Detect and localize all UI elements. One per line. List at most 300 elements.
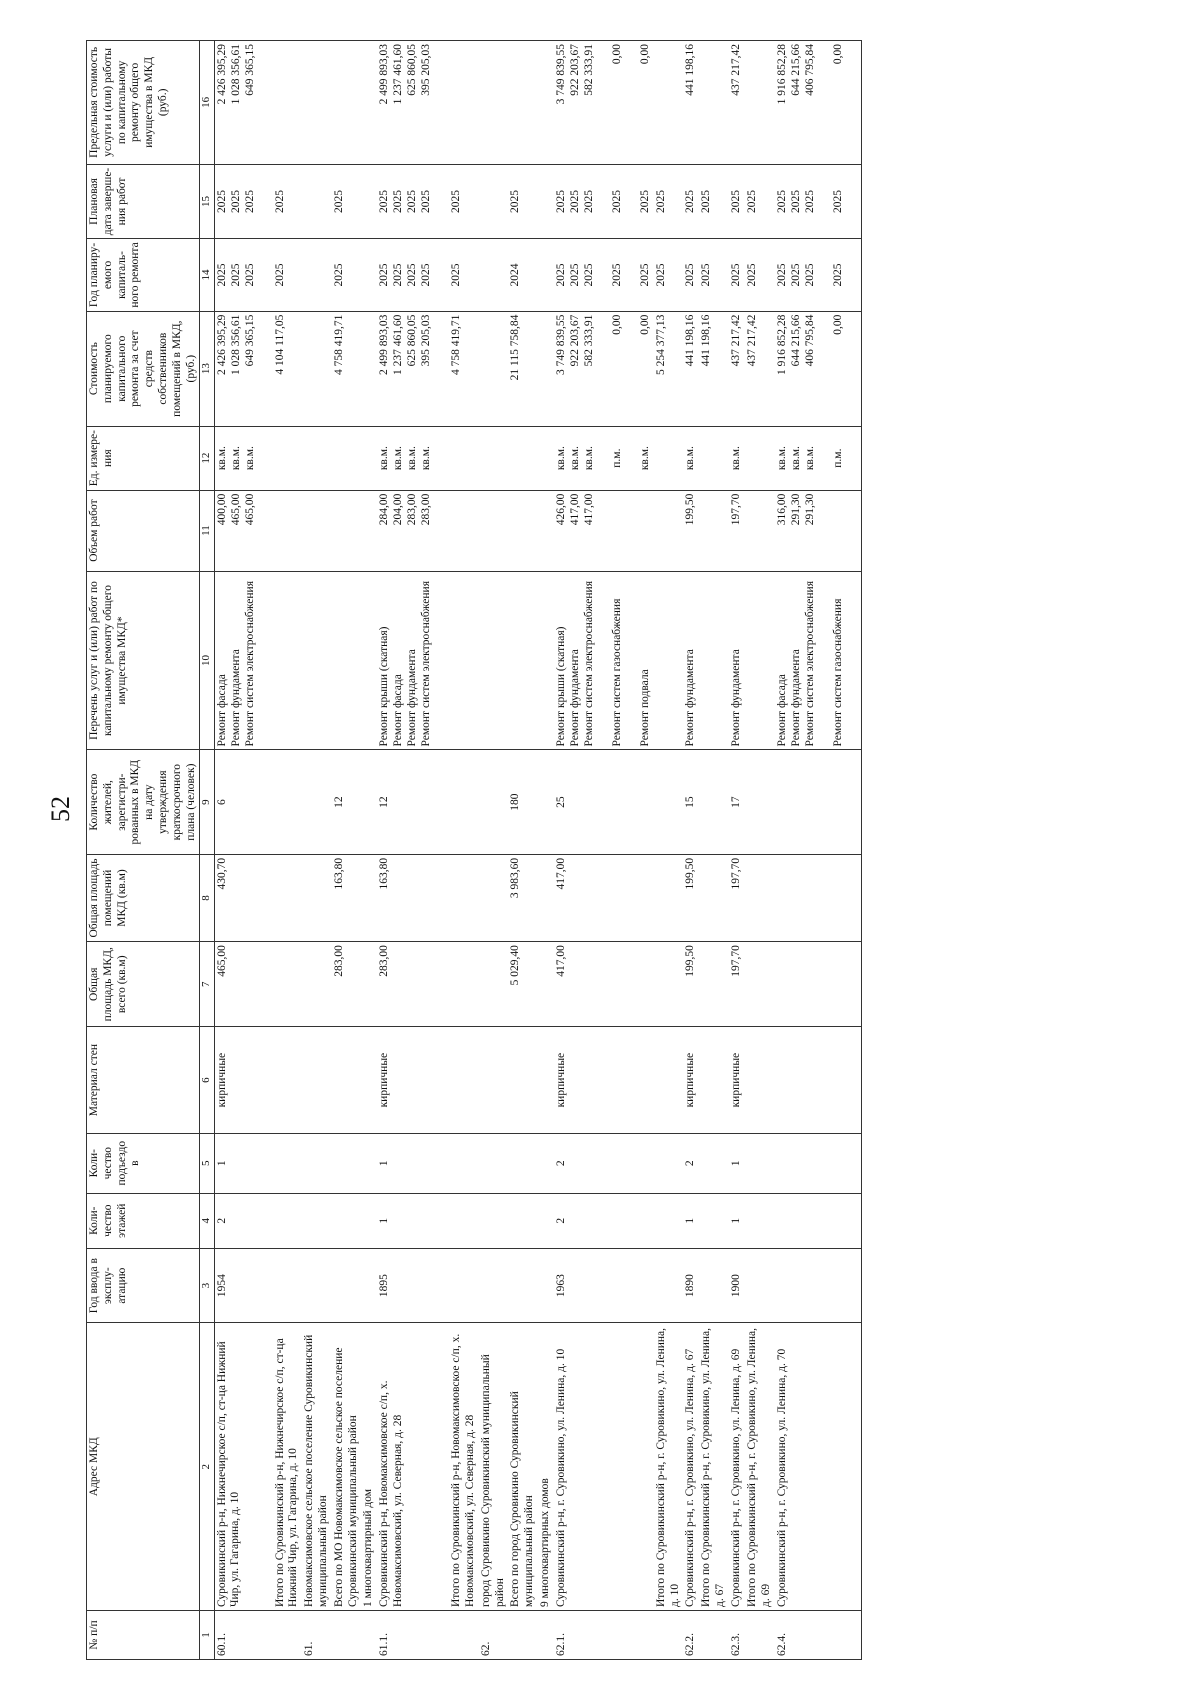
- work-unit-cell: [214, 426, 273, 490]
- work-name-cell: [729, 571, 745, 750]
- premises-area-cell: 430,70: [214, 854, 273, 941]
- entrances-cell: 2: [554, 1133, 654, 1193]
- residents-cell: 17: [729, 750, 745, 854]
- work-done-cell: [377, 164, 449, 239]
- total-done-cell: 2025: [654, 164, 684, 239]
- entrances-cell: [449, 1133, 479, 1193]
- total-cost-cell: 21 115 758,84: [508, 311, 538, 426]
- work-limit: 649 365,15: [243, 44, 256, 96]
- total-year-cell: [538, 239, 554, 311]
- year-built-cell: [775, 1248, 862, 1323]
- wall-material-cell: [699, 1027, 729, 1134]
- work-unit: кв.м.: [729, 446, 742, 471]
- work-limit-cell: [377, 41, 449, 165]
- total-area-cell: [699, 942, 729, 1027]
- work-name-cell: [273, 571, 303, 750]
- premises-area-cell: 163,80: [332, 854, 362, 941]
- work-done: 2025: [229, 189, 242, 213]
- total-done-cell: [538, 164, 554, 239]
- header-cell: Стоимость планируемого капитального ремонта за счет средств собственников помещений в МКД, (руб.): [87, 311, 200, 426]
- address-cell: Суровикинский р-н, г. Суровикино, ул. Ленина, д. 10: [554, 1323, 654, 1611]
- total-area-cell: 283,00: [377, 942, 449, 1027]
- total-area-cell: [538, 942, 554, 1027]
- work-name-cell: [377, 571, 449, 750]
- work-done-cell: [729, 164, 745, 239]
- work-limit-cell: [654, 41, 684, 165]
- work-unit: кв.м.: [684, 446, 697, 471]
- work-unit-cell: [745, 426, 775, 490]
- address-cell: 1 многоквартирный дом: [361, 1323, 377, 1611]
- work-limit: 644 215,66: [789, 44, 802, 96]
- total-cost-cell: 437 217,42: [745, 311, 775, 426]
- header-cell: Общая площадь помещений МКД (кв.м): [87, 854, 200, 941]
- summary-row: [332, 41, 362, 1660]
- work-unit-cell: [775, 426, 862, 490]
- work-done: 2025: [243, 189, 256, 213]
- total-area-cell: [449, 942, 479, 1027]
- work-volume: 426,00: [554, 493, 567, 526]
- work-limit-cell: [214, 41, 273, 165]
- total-done-cell: [479, 164, 509, 239]
- premises-area-cell: 199,50: [683, 854, 699, 941]
- entrances-cell: [332, 1133, 362, 1193]
- column-number: 10: [200, 571, 214, 750]
- premises-area-cell: 163,80: [377, 854, 449, 941]
- row-number: [699, 1611, 729, 1660]
- premises-area-cell: 197,70: [729, 854, 745, 941]
- entrances-cell: [302, 1133, 332, 1193]
- work-volume-cell: [214, 490, 273, 571]
- premises-area-cell: [273, 854, 303, 941]
- work-name: Ремонт подвала: [638, 669, 651, 747]
- work-unit: кв.м.: [638, 446, 651, 471]
- wall-material-cell: [479, 1027, 509, 1134]
- work-unit-cell: [508, 426, 538, 490]
- work-name-cell: [775, 571, 862, 750]
- work-name: Ремонт крыши (скатная): [378, 626, 391, 747]
- work-year-cell: [683, 239, 699, 311]
- total-area-cell: 465,00: [214, 942, 273, 1027]
- page-number: 52: [46, 796, 75, 822]
- wall-material-cell: [745, 1027, 775, 1134]
- header-cell: Адрес МКД: [87, 1323, 200, 1611]
- floors-cell: [508, 1193, 538, 1248]
- work-cost: 0,00: [638, 314, 651, 335]
- work-done-cell: [214, 164, 273, 239]
- wall-material-cell: кирпичные: [554, 1027, 654, 1134]
- work-year: 2025: [831, 263, 844, 287]
- work-done: 2025: [215, 189, 228, 213]
- work-limit: 3 749 839,55: [554, 44, 567, 105]
- work-done: 2025: [684, 189, 697, 213]
- row-number: [508, 1611, 538, 1660]
- total-done-cell: [302, 164, 332, 239]
- work-limit-cell: [479, 41, 509, 165]
- work-year: 2025: [729, 263, 742, 287]
- work-unit-cell: [377, 426, 449, 490]
- header-cell: Общая площадь МКД, всего (кв.м): [87, 942, 200, 1027]
- work-name-cell: [214, 571, 273, 750]
- wall-material-cell: [654, 1027, 684, 1134]
- work-year-cell: [554, 239, 654, 311]
- residents-cell: [273, 750, 303, 854]
- row-number: [273, 1611, 303, 1660]
- work-done: 2025: [638, 189, 651, 213]
- address-cell: Суровикинский р-н, г. Суровикино, ул. Ленина, д. 70: [775, 1323, 862, 1611]
- work-name: Ремонт систем газоснабжения: [610, 598, 623, 747]
- address-cell: Суровикинский р-н, г. Суровикино, ул. Ленина, д. 67: [683, 1323, 699, 1611]
- work-year: 2025: [243, 263, 256, 287]
- floors-cell: [361, 1193, 377, 1248]
- residents-cell: 6: [214, 750, 273, 854]
- total-done-cell: 2025: [332, 164, 362, 239]
- floors-cell: [654, 1193, 684, 1248]
- residents-cell: [745, 750, 775, 854]
- work-volume-cell: [683, 490, 699, 571]
- work-name: Ремонт фундамента: [729, 649, 742, 747]
- total-year-cell: [361, 239, 377, 311]
- work-cost: 922 203,67: [568, 314, 581, 367]
- work-year: 2025: [554, 263, 567, 287]
- column-number: 8: [200, 854, 214, 941]
- summary-row: [699, 41, 729, 1660]
- premises-area-cell: [302, 854, 332, 941]
- total-done-cell: 2025: [273, 164, 303, 239]
- row-number: 62.2.: [683, 1611, 699, 1660]
- floors-cell: [775, 1193, 862, 1248]
- work-cost: 0,00: [610, 314, 623, 335]
- year-built-cell: 1890: [683, 1248, 699, 1323]
- work-name-cell: [449, 571, 479, 750]
- total-done-cell: 2025: [449, 164, 479, 239]
- total-area-cell: 417,00: [554, 942, 654, 1027]
- work-cost: 644 215,66: [789, 314, 802, 367]
- total-area-cell: [745, 942, 775, 1027]
- work-cost: 441 198,16: [684, 314, 697, 367]
- year-built-cell: [508, 1248, 538, 1323]
- row-number: 60.1.: [214, 1611, 273, 1660]
- row-number: 62.4.: [775, 1611, 862, 1660]
- work-limit: 406 795,84: [803, 44, 816, 96]
- work-limit: 582 333,91: [582, 44, 595, 96]
- total-cost-cell: [302, 311, 332, 426]
- total-year-cell: 2025: [273, 239, 303, 311]
- entrances-cell: 2: [683, 1133, 699, 1193]
- rotated-page: [86, 40, 1136, 1660]
- work-unit-cell: [449, 426, 479, 490]
- work-unit-cell: [302, 426, 332, 490]
- total-done-cell: 2025: [745, 164, 775, 239]
- entrances-cell: [745, 1133, 775, 1193]
- work-done: 2025: [582, 189, 595, 213]
- column-number: 9: [200, 750, 214, 854]
- work-volume-cell: [361, 490, 377, 571]
- column-number: 5: [200, 1133, 214, 1193]
- work-done: 2025: [392, 189, 405, 213]
- premises-area-cell: [745, 854, 775, 941]
- work-name: Ремонт фасада: [215, 674, 228, 747]
- row-number: 62.1.: [554, 1611, 654, 1660]
- premises-area-cell: [538, 854, 554, 941]
- work-limit-cell: [302, 41, 332, 165]
- work-year: 2025: [406, 263, 419, 287]
- work-done-cell: [683, 164, 699, 239]
- work-limit: 441 198,16: [684, 44, 697, 96]
- work-year: 2025: [215, 263, 228, 287]
- work-name-cell: [508, 571, 538, 750]
- work-volume: 465,00: [229, 493, 242, 526]
- row-number: [538, 1611, 554, 1660]
- work-volume: 417,00: [582, 493, 595, 526]
- address-cell: Итого по Суровикинский р-н, г. Суровикино, ул. Ленина, д. 10: [654, 1323, 684, 1611]
- summary-row: [745, 41, 775, 1660]
- wall-material-cell: [538, 1027, 554, 1134]
- work-cost: 437 217,42: [729, 314, 742, 367]
- work-volume-cell: [554, 490, 654, 571]
- house-row: [554, 41, 654, 1660]
- address-cell: Итого по Суровикинский р-н, г. Суровикино, ул. Ленина, д. 69: [745, 1323, 775, 1611]
- residents-cell: 15: [683, 750, 699, 854]
- summary-row: [361, 41, 377, 1660]
- work-volume: [832, 494, 860, 568]
- entrances-cell: [538, 1133, 554, 1193]
- year-built-cell: [654, 1248, 684, 1323]
- floors-cell: [449, 1193, 479, 1248]
- total-area-cell: 283,00: [332, 942, 362, 1027]
- total-done-cell: 2025: [699, 164, 729, 239]
- work-limit-cell: [361, 41, 377, 165]
- floors-cell: 1: [729, 1193, 745, 1248]
- work-done-cell: [775, 164, 862, 239]
- work-volume: 199,50: [684, 493, 697, 526]
- row-number: [654, 1611, 684, 1660]
- residents-cell: 12: [332, 750, 362, 854]
- total-cost-cell: [361, 311, 377, 426]
- work-unit-cell: [361, 426, 377, 490]
- house-row: [775, 41, 862, 1660]
- total-cost-cell: 4 758 419,71: [449, 311, 479, 426]
- summary-row: [508, 41, 538, 1660]
- work-cost: 395 205,03: [420, 314, 433, 367]
- house-row: [729, 41, 745, 1660]
- total-cost-cell: [538, 311, 554, 426]
- work-cost-cell: [729, 311, 745, 426]
- header-cell: Год ввода в эксплу-атацию: [87, 1248, 200, 1323]
- work-volume-cell: [699, 490, 729, 571]
- address-cell: Всего по город Суровикино Суровикинский муниципальный район: [508, 1323, 538, 1611]
- header-cell: Коли-чество подъездо в: [87, 1133, 200, 1193]
- entrances-cell: [775, 1133, 862, 1193]
- total-cost-cell: 4 758 419,71: [332, 311, 362, 426]
- column-number-row: [200, 41, 214, 1660]
- work-done: 2025: [554, 189, 567, 213]
- work-unit: кв.м.: [229, 446, 242, 471]
- work-year: 2025: [392, 263, 405, 287]
- summary-row: [302, 41, 332, 1660]
- work-limit-cell: [699, 41, 729, 165]
- work-unit-cell: [729, 426, 745, 490]
- total-year-cell: [479, 239, 509, 311]
- work-volume-cell: [775, 490, 862, 571]
- row-number: 61.1.: [377, 1611, 449, 1660]
- work-limit: 1 916 852,28: [775, 44, 788, 105]
- work-name-cell: [361, 571, 377, 750]
- floors-cell: [699, 1193, 729, 1248]
- residents-cell: [479, 750, 509, 854]
- address-cell: Суровикинский р-н, Нижнечирское с/п, ст-ца Нижний Чир, ул. Гагарина, д. 10: [214, 1323, 273, 1611]
- residents-cell: 180: [508, 750, 538, 854]
- work-name-cell: [479, 571, 509, 750]
- header-cell: Материал стен: [87, 1027, 200, 1134]
- row-number: [332, 1611, 362, 1660]
- wall-material-cell: [508, 1027, 538, 1134]
- work-year: 2025: [229, 263, 242, 287]
- work-name-cell: [699, 571, 729, 750]
- entrances-cell: 1: [729, 1133, 745, 1193]
- work-limit: 0,00: [638, 44, 651, 65]
- wall-material-cell: [775, 1027, 862, 1134]
- work-name-cell: [554, 571, 654, 750]
- year-built-cell: [699, 1248, 729, 1323]
- work-unit: кв.м.: [554, 446, 567, 471]
- total-year-cell: 2025: [745, 239, 775, 311]
- summary-row: [654, 41, 684, 1660]
- work-cost-cell: [775, 311, 862, 426]
- house-row: [214, 41, 273, 1660]
- work-unit: кв.м.: [789, 446, 802, 471]
- premises-area-cell: [775, 854, 862, 941]
- work-name-cell: [332, 571, 362, 750]
- total-year-cell: 2025: [654, 239, 684, 311]
- work-volume-cell: [729, 490, 745, 571]
- work-limit-cell: [729, 41, 745, 165]
- work-limit: 2 426 395,29: [215, 44, 228, 105]
- work-cost: 406 795,84: [803, 314, 816, 367]
- work-done: 2025: [568, 189, 581, 213]
- work-name: Ремонт фундамента: [789, 649, 802, 747]
- work-unit-cell: [538, 426, 554, 490]
- total-area-cell: [654, 942, 684, 1027]
- column-number: 11: [200, 490, 214, 571]
- work-volume: 197,70: [729, 493, 742, 526]
- column-number: 1: [200, 1611, 214, 1660]
- work-unit-cell: [683, 426, 699, 490]
- work-unit-cell: [554, 426, 654, 490]
- work-unit: кв.м.: [243, 446, 256, 471]
- table-body: [214, 41, 861, 1660]
- total-cost-cell: 4 104 117,05: [273, 311, 303, 426]
- work-year-cell: [214, 239, 273, 311]
- row-number: [361, 1611, 377, 1660]
- work-year: 2025: [420, 263, 433, 287]
- residents-cell: [361, 750, 377, 854]
- floors-cell: 1: [377, 1193, 449, 1248]
- address-cell: Всего по МО Новомаксимовское сельское поселение Суровикинский муниципальный район: [332, 1323, 362, 1611]
- work-limit-cell: [332, 41, 362, 165]
- row-number: [449, 1611, 479, 1660]
- year-built-cell: [745, 1248, 775, 1323]
- entrances-cell: 1: [214, 1133, 273, 1193]
- work-name: Ремонт систем электроснабжения: [243, 581, 256, 747]
- premises-area-cell: [699, 854, 729, 941]
- wall-material-cell: [273, 1027, 303, 1134]
- residents-cell: 25: [554, 750, 654, 854]
- floors-cell: [332, 1193, 362, 1248]
- entrances-cell: 1: [377, 1133, 449, 1193]
- total-area-cell: 199,50: [683, 942, 699, 1027]
- column-number: 7: [200, 942, 214, 1027]
- premises-area-cell: [449, 854, 479, 941]
- work-volume: 291,30: [803, 493, 816, 526]
- work-year: 2025: [582, 263, 595, 287]
- work-year: 2025: [378, 263, 391, 287]
- work-year: 2025: [684, 263, 697, 287]
- work-year: 2025: [803, 263, 816, 287]
- work-limit: 0,00: [831, 44, 844, 65]
- column-number: 3: [200, 1248, 214, 1323]
- total-cost-cell: 441 198,16: [699, 311, 729, 426]
- wall-material-cell: кирпичные: [377, 1027, 449, 1134]
- work-done: 2025: [378, 189, 391, 213]
- work-volume: 417,00: [568, 493, 581, 526]
- row-number: 61.: [302, 1611, 332, 1660]
- header-cell: Ед. измере-ния: [87, 426, 200, 490]
- work-done: 2025: [831, 189, 844, 213]
- work-name: Ремонт систем газоснабжения: [831, 598, 844, 747]
- summary-row: [479, 41, 509, 1660]
- work-unit: п.м.: [831, 448, 844, 468]
- work-volume-cell: [449, 490, 479, 571]
- floors-cell: 2: [554, 1193, 654, 1248]
- column-number: 14: [200, 239, 214, 311]
- row-number: [745, 1611, 775, 1660]
- entrances-cell: [654, 1133, 684, 1193]
- address-cell: город Суровикино Суровикинский муниципальный район: [479, 1323, 509, 1611]
- total-area-cell: [775, 942, 862, 1027]
- work-limit: 1 237 461,60: [392, 44, 405, 105]
- work-volume: 283,00: [420, 493, 433, 526]
- address-cell: Суровикинский р-н, г. Суровикино, ул. Ленина, д. 69: [729, 1323, 745, 1611]
- work-limit-cell: [554, 41, 654, 165]
- work-name: Ремонт фундамента: [229, 649, 242, 747]
- premises-area-cell: [479, 854, 509, 941]
- column-number: 2: [200, 1323, 214, 1611]
- total-cost-cell: [479, 311, 509, 426]
- wall-material-cell: [332, 1027, 362, 1134]
- wall-material-cell: [361, 1027, 377, 1134]
- year-built-cell: 1900: [729, 1248, 745, 1323]
- column-number: 6: [200, 1027, 214, 1134]
- total-year-cell: [302, 239, 332, 311]
- floors-cell: [302, 1193, 332, 1248]
- total-area-cell: [479, 942, 509, 1027]
- total-area-cell: [273, 942, 303, 1027]
- work-limit: 2 499 893,03: [378, 44, 391, 105]
- floors-cell: 2: [214, 1193, 273, 1248]
- work-name: Ремонт систем электроснабжения: [803, 581, 816, 747]
- entrances-cell: [699, 1133, 729, 1193]
- work-unit: кв.м.: [803, 446, 816, 471]
- summary-row: [538, 41, 554, 1660]
- header-cell: Плановая дата заверше-ния работ: [87, 164, 200, 239]
- work-name-cell: [745, 571, 775, 750]
- work-name-cell: [302, 571, 332, 750]
- total-area-cell: [361, 942, 377, 1027]
- work-volume-cell: [302, 490, 332, 571]
- work-limit: 437 217,42: [729, 44, 742, 96]
- total-area-cell: 5 029,40: [508, 942, 538, 1027]
- work-limit-cell: [683, 41, 699, 165]
